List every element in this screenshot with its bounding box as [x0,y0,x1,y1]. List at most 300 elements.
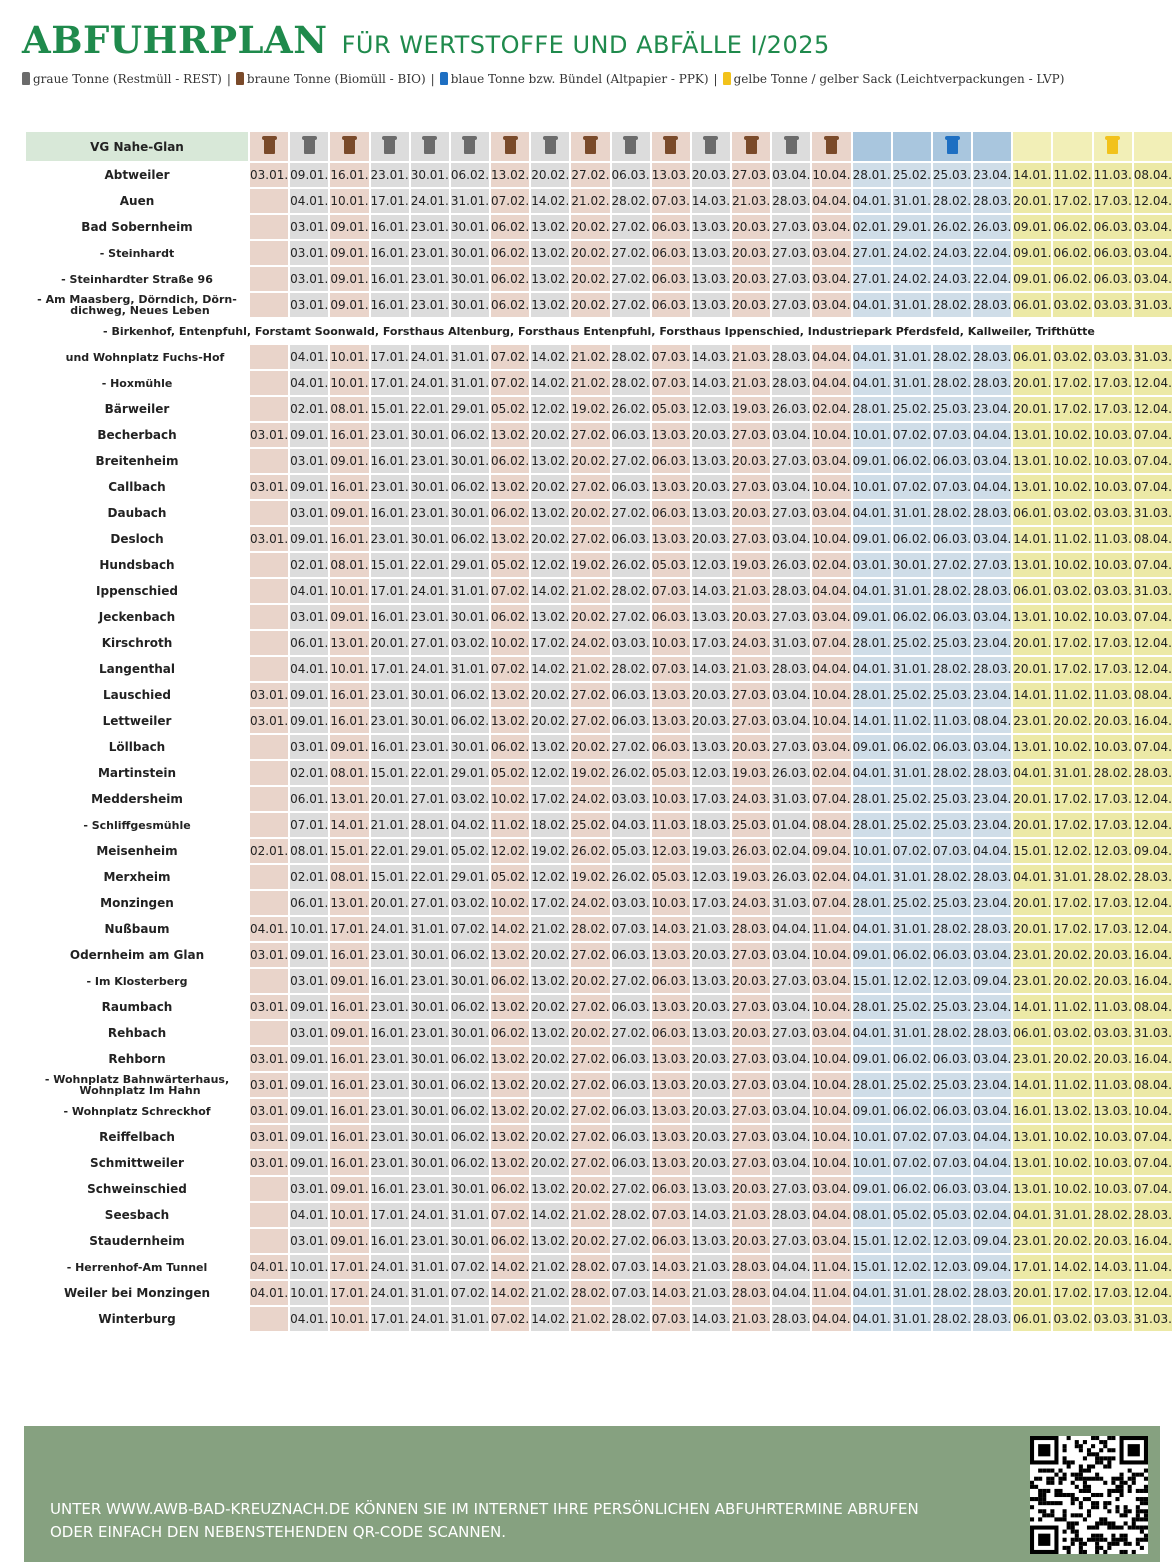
qr-module [1095,1546,1099,1550]
qr-module [1103,1505,1107,1509]
place-name: Bad Sobernheim [81,220,193,234]
date-cell: 27.02. [571,423,609,447]
yellow-bin-icon [723,72,731,85]
date-cell: 16.01. [371,1229,409,1253]
date-cell: 24.02. [571,787,609,811]
date-cell: 28.02. [933,1021,971,1045]
qr-module [1030,1481,1034,1485]
date-cell: 10.04. [812,423,850,447]
place-name: - Schliffgesmühle [83,818,191,832]
qr-module [1124,1513,1128,1517]
qr-module [1042,1493,1046,1497]
date-cell: 04.01. [1013,761,1051,785]
date-cell: 29.01. [451,761,489,785]
date-cell: 09.01. [290,1073,328,1097]
date-cell: 12.04. [1134,787,1172,811]
date-cell: 06.02. [491,241,529,265]
date-cell: 04.04. [812,345,850,369]
qr-module [1046,1481,1050,1485]
column-header [371,132,409,161]
date-cell: 14.01. [1013,527,1051,551]
date-cell: 28.03. [973,761,1011,785]
date-cell: 04.01. [853,761,891,785]
date-cell: 24.03. [933,241,971,265]
date-cell: 27.03. [772,1177,810,1201]
date-cell: 05.03. [652,761,690,785]
qr-module [1046,1477,1050,1481]
date-cell: 10.03. [1094,1151,1132,1175]
place-name: Abtweiler [104,168,170,182]
qr-module [1144,1534,1148,1538]
date-cell: 25.03. [933,683,971,707]
date-cell: 20.03. [692,163,730,187]
date-cell: 07.02. [451,1255,489,1279]
date-cell: 21.03. [732,371,770,395]
date-cell: 06.02. [451,1073,489,1097]
date-cell: 10.04. [812,1151,850,1175]
date-cell: 28.03. [1134,865,1172,889]
date-cell: 25.03. [732,813,770,837]
date-cell: 03.04. [772,1073,810,1097]
date-cell: 09.01. [853,1099,891,1123]
date-cell: 28.02. [933,657,971,681]
qr-module [1038,1517,1042,1521]
date-cell: 16.01. [371,449,409,473]
date-cell: 09.01. [290,475,328,499]
qr-module [1136,1513,1140,1517]
date-cell: 09.01. [853,449,891,473]
date-cell: 21.02. [571,657,609,681]
table-row [26,293,1172,317]
date-cell [250,1307,288,1331]
date-cell: 06.03. [612,527,650,551]
qr-module [1075,1521,1079,1525]
date-cell [250,293,288,317]
date-cell: 17.02. [1053,787,1091,811]
date-cell: 05.03. [933,1203,971,1227]
date-cell: 13.02. [491,1099,529,1123]
table-row [26,553,1172,577]
date-cell: 10.03. [1094,449,1132,473]
date-cell: 28.03. [732,1255,770,1279]
date-cell: 28.02. [612,1203,650,1227]
date-cell: 11.03. [933,709,971,733]
date-cell: 04.01. [290,189,328,213]
qr-module [1087,1513,1091,1517]
date-cell: 03.02. [451,631,489,655]
date-cell: 29.01. [451,865,489,889]
date-cell: 20.03. [732,241,770,265]
qr-module [1128,1489,1132,1493]
date-cell: 23.04. [973,995,1011,1019]
qr-module [1140,1497,1144,1501]
qr-module [1071,1493,1075,1497]
qr-module [1091,1436,1095,1440]
date-cell: 16.01. [330,163,368,187]
date-cell: 03.04. [772,1099,810,1123]
legend-item [440,72,709,86]
date-cell: 06.02. [451,1151,489,1175]
date-cell: 13.01. [1013,1177,1051,1201]
date-cell: 31.01. [893,293,931,317]
date-cell: 03.02. [1053,1307,1091,1331]
date-cell: 06.02. [893,1099,931,1123]
qr-module [1120,1485,1124,1489]
date-cell: 07.03. [612,1281,650,1305]
date-cell: 17.01. [371,657,409,681]
qr-module [1144,1477,1148,1481]
date-cell: 31.01. [893,917,931,941]
date-cell: 08.01. [853,1203,891,1227]
date-cell: 20.03. [692,1073,730,1097]
date-cell: 02.04. [812,761,850,785]
date-cell: 13.03. [1094,1099,1132,1123]
date-cell: 06.03. [612,1151,650,1175]
qr-module [1083,1542,1087,1546]
place-name: Desloch [110,532,164,546]
date-cell: 25.02. [893,891,931,915]
date-cell: 04.01. [250,1281,288,1305]
date-cell: 02.01. [290,397,328,421]
date-cell: 13.03. [652,709,690,733]
date-cell: 10.02. [1053,1125,1091,1149]
date-cell: 24.03. [732,787,770,811]
date-cell: 12.04. [1134,189,1172,213]
date-cell: 20.01. [1013,813,1051,837]
place-name: Seesbach [104,1208,170,1222]
date-cell: 16.01. [330,683,368,707]
date-cell: 31.03. [1134,501,1172,525]
date-cell: 17.01. [330,1255,368,1279]
date-cell: 20.02. [1053,943,1091,967]
date-cell: 07.03. [933,1125,971,1149]
qr-module [1038,1489,1042,1493]
date-cell: 11.04. [812,917,850,941]
date-cell: 11.03. [652,813,690,837]
qr-module [1111,1448,1115,1452]
table-row [26,267,1172,291]
date-cell: 13.02. [531,215,569,239]
date-cell: 23.04. [973,631,1011,655]
date-cell: 03.02. [1053,293,1091,317]
qr-module [1103,1501,1107,1505]
qr-module [1067,1546,1071,1550]
date-cell: 07.03. [652,345,690,369]
date-cell: 07.03. [652,1307,690,1331]
date-cell: 20.02. [531,1047,569,1071]
date-cell: 03.03. [1094,579,1132,603]
place-name-line-2: Wohnplatz Im Hahn [79,1084,201,1097]
qr-module [1115,1477,1119,1481]
date-cell: 09.01. [290,423,328,447]
date-cell [250,813,288,837]
date-cell: 11.02. [491,813,529,837]
qr-module [1063,1448,1067,1452]
date-cell: 27.03. [732,423,770,447]
column-header [330,132,368,161]
place-name: Langenthal [98,662,176,676]
date-cell: 20.02. [571,969,609,993]
date-cell: 27.03. [732,1099,770,1123]
date-cell: 13.03. [692,293,730,317]
qr-module [1107,1456,1111,1460]
date-cell: 28.03. [732,917,770,941]
date-cell: 26.02. [612,761,650,785]
date-cell: 20.01. [1013,787,1051,811]
place-name: Schmittweiler [90,1156,184,1170]
date-cell: 14.01. [1013,1073,1051,1097]
qr-module [1140,1546,1144,1550]
brown-bin-icon [344,137,355,154]
region-header: VG Nahe-Glan [26,132,248,161]
date-cell: 03.01. [250,475,288,499]
date-cell: 15.01. [853,969,891,993]
date-cell: 06.03. [612,683,650,707]
date-cell: 23.04. [973,787,1011,811]
date-cell: 06.03. [652,241,690,265]
date-cell: 23.01. [371,995,409,1019]
place-name: - Wohnplatz Schreckhof [63,1104,211,1118]
date-cell: 31.01. [411,1255,449,1279]
date-cell: 24.01. [411,371,449,395]
qr-module [1099,1538,1103,1542]
date-cell: 10.02. [1053,449,1091,473]
date-cell: 13.03. [652,943,690,967]
column-header [612,132,650,161]
date-cell [250,371,288,395]
date-cell: 16.01. [330,1099,368,1123]
qr-code-icon[interactable] [1030,1436,1148,1554]
grey-bin-icon [705,137,716,154]
date-cell: 04.01. [290,345,328,369]
date-cell: 03.02. [1053,501,1091,525]
qr-module [1099,1477,1103,1481]
date-cell: 13.02. [531,1021,569,1045]
date-cell: 03.01. [250,1073,288,1097]
qr-module [1054,1489,1058,1493]
date-cell: 06.03. [652,605,690,629]
date-cell: 11.03. [1094,163,1132,187]
date-cell: 15.01. [1013,839,1051,863]
date-cell: 03.04. [812,1229,850,1253]
date-cell: 06.02. [491,1229,529,1253]
qr-module [1083,1489,1087,1493]
date-cell: 23.01. [411,605,449,629]
qr-module [1038,1509,1042,1513]
date-cell: 03.01. [250,163,288,187]
date-cell: 10.02. [1053,1151,1091,1175]
date-cell: 06.03. [652,1229,690,1253]
date-cell [250,605,288,629]
date-cell: 03.01. [250,1151,288,1175]
date-cell: 17.02. [1053,657,1091,681]
date-cell: 20.01. [371,891,409,915]
date-cell: 27.03. [772,501,810,525]
table-row [26,189,1172,213]
date-cell: 06.02. [451,527,489,551]
date-cell: 06.03. [933,605,971,629]
date-cell: 20.02. [571,1177,609,1201]
qr-module [1071,1501,1075,1505]
date-cell: 03.04. [973,943,1011,967]
date-cell: 09.01. [853,1177,891,1201]
date-cell: 10.04. [812,163,850,187]
date-cell: 12.02. [893,969,931,993]
date-cell: 16.04. [1134,709,1172,733]
date-cell: 28.03. [772,189,810,213]
date-cell: 09.04. [973,1255,1011,1279]
date-cell: 09.01. [290,1047,328,1071]
date-cell: 25.02. [893,683,931,707]
date-cell: 12.03. [1094,839,1132,863]
date-cell: 03.04. [772,1125,810,1149]
date-cell: 31.03. [1134,579,1172,603]
date-cell: 03.02. [1053,345,1091,369]
qr-module [1071,1542,1075,1546]
date-cell: 27.02. [571,995,609,1019]
date-cell: 21.03. [732,1307,770,1331]
date-cell: 14.02. [531,371,569,395]
date-cell: 04.04. [973,423,1011,447]
date-cell: 15.01. [330,839,368,863]
date-cell: 28.02. [933,293,971,317]
date-cell: 12.02. [893,1255,931,1279]
date-cell: 31.01. [893,1307,931,1331]
date-cell: 06.01. [290,891,328,915]
qr-module [1095,1456,1099,1460]
date-cell: 10.01. [330,1307,368,1331]
date-cell: 13.01. [330,787,368,811]
date-cell: 20.01. [1013,1281,1051,1305]
date-cell: 31.01. [893,579,931,603]
date-cell: 02.04. [772,839,810,863]
date-cell: 03.02. [1053,1021,1091,1045]
date-cell: 20.02. [531,995,569,1019]
qr-module [1083,1456,1087,1460]
date-cell: 16.01. [371,1021,409,1045]
column-header [1094,132,1132,161]
qr-module [1095,1534,1099,1538]
qr-module [1128,1477,1132,1481]
qr-finder-pattern [1128,1444,1140,1456]
date-cell: 02.04. [973,1203,1011,1227]
date-cell: 21.03. [732,657,770,681]
date-cell: 27.02. [612,215,650,239]
date-cell: 15.01. [371,865,409,889]
date-cell: 06.03. [933,527,971,551]
date-cell: 16.01. [371,1177,409,1201]
qr-module [1087,1526,1091,1530]
qr-module [1063,1473,1067,1477]
date-cell: 10.02. [1053,1177,1091,1201]
date-cell: 09.01. [290,1125,328,1149]
qr-module [1091,1505,1095,1509]
qr-module [1054,1501,1058,1505]
date-cell: 06.02. [491,449,529,473]
legend-item [22,72,222,86]
date-cell: 03.01. [250,995,288,1019]
legend-label: blaue Tonne bzw. Bündel (Altpapier - PPK) [450,72,709,86]
date-cell: 07.04. [812,891,850,915]
date-cell: 02.01. [290,865,328,889]
date-cell: 20.02. [1053,1047,1091,1071]
qr-module [1107,1493,1111,1497]
date-cell: 27.02. [612,449,650,473]
date-cell: 16.01. [330,995,368,1019]
date-cell: 28.02. [571,917,609,941]
date-cell: 04.04. [973,1125,1011,1149]
date-cell: 20.03. [732,1229,770,1253]
qr-module [1079,1538,1083,1542]
date-cell: 12.03. [692,761,730,785]
date-cell: 17.03. [1094,917,1132,941]
date-cell: 03.01. [290,501,328,525]
qr-module [1111,1436,1115,1440]
qr-module [1075,1473,1079,1477]
date-cell: 28.03. [973,1307,1011,1331]
qr-module [1136,1505,1140,1509]
date-cell: 06.02. [1053,215,1091,239]
qr-module [1063,1513,1067,1517]
blue-bin-icon [440,72,448,85]
date-cell: 13.01. [330,891,368,915]
date-cell: 22.01. [411,761,449,785]
date-cell: 11.03. [1094,1073,1132,1097]
date-cell: 09.01. [330,267,368,291]
date-cell: 10.04. [812,943,850,967]
date-cell: 17.03. [1094,657,1132,681]
date-cell: 10.01. [853,475,891,499]
qr-module [1140,1509,1144,1513]
qr-module [1103,1521,1107,1525]
date-cell: 30.01. [411,163,449,187]
date-cell: 24.02. [893,267,931,291]
date-cell: 23.01. [411,1021,449,1045]
date-cell: 06.01. [1013,501,1051,525]
date-cell: 11.02. [1053,527,1091,551]
place-name: - Im Klosterberg [86,974,188,988]
qr-module [1079,1542,1083,1546]
date-cell: 10.02. [1053,735,1091,759]
date-cell [250,267,288,291]
date-cell: 04.04. [973,1151,1011,1175]
date-cell: 28.03. [772,1203,810,1227]
date-cell: 28.01. [853,813,891,837]
date-cell: 23.01. [371,527,409,551]
date-cell: 07.04. [1134,553,1172,577]
column-header [250,132,288,161]
date-cell: 20.02. [571,1229,609,1253]
date-cell: 07.03. [933,475,971,499]
qr-module [1083,1497,1087,1501]
table-row [26,1229,1172,1253]
date-cell: 28.02. [1094,761,1132,785]
date-cell: 31.01. [1053,761,1091,785]
date-cell: 13.03. [692,215,730,239]
date-cell: 20.02. [1053,709,1091,733]
date-cell [250,241,288,265]
date-cell: 10.01. [330,657,368,681]
table-row [26,215,1172,239]
date-cell: 22.01. [411,397,449,421]
qr-module [1124,1481,1128,1485]
brown-bin-icon [505,137,516,154]
date-cell: 16.04. [1134,943,1172,967]
date-cell: 21.03. [732,579,770,603]
date-cell: 01.04. [772,813,810,837]
date-cell: 12.04. [1134,917,1172,941]
qr-module [1050,1481,1054,1485]
